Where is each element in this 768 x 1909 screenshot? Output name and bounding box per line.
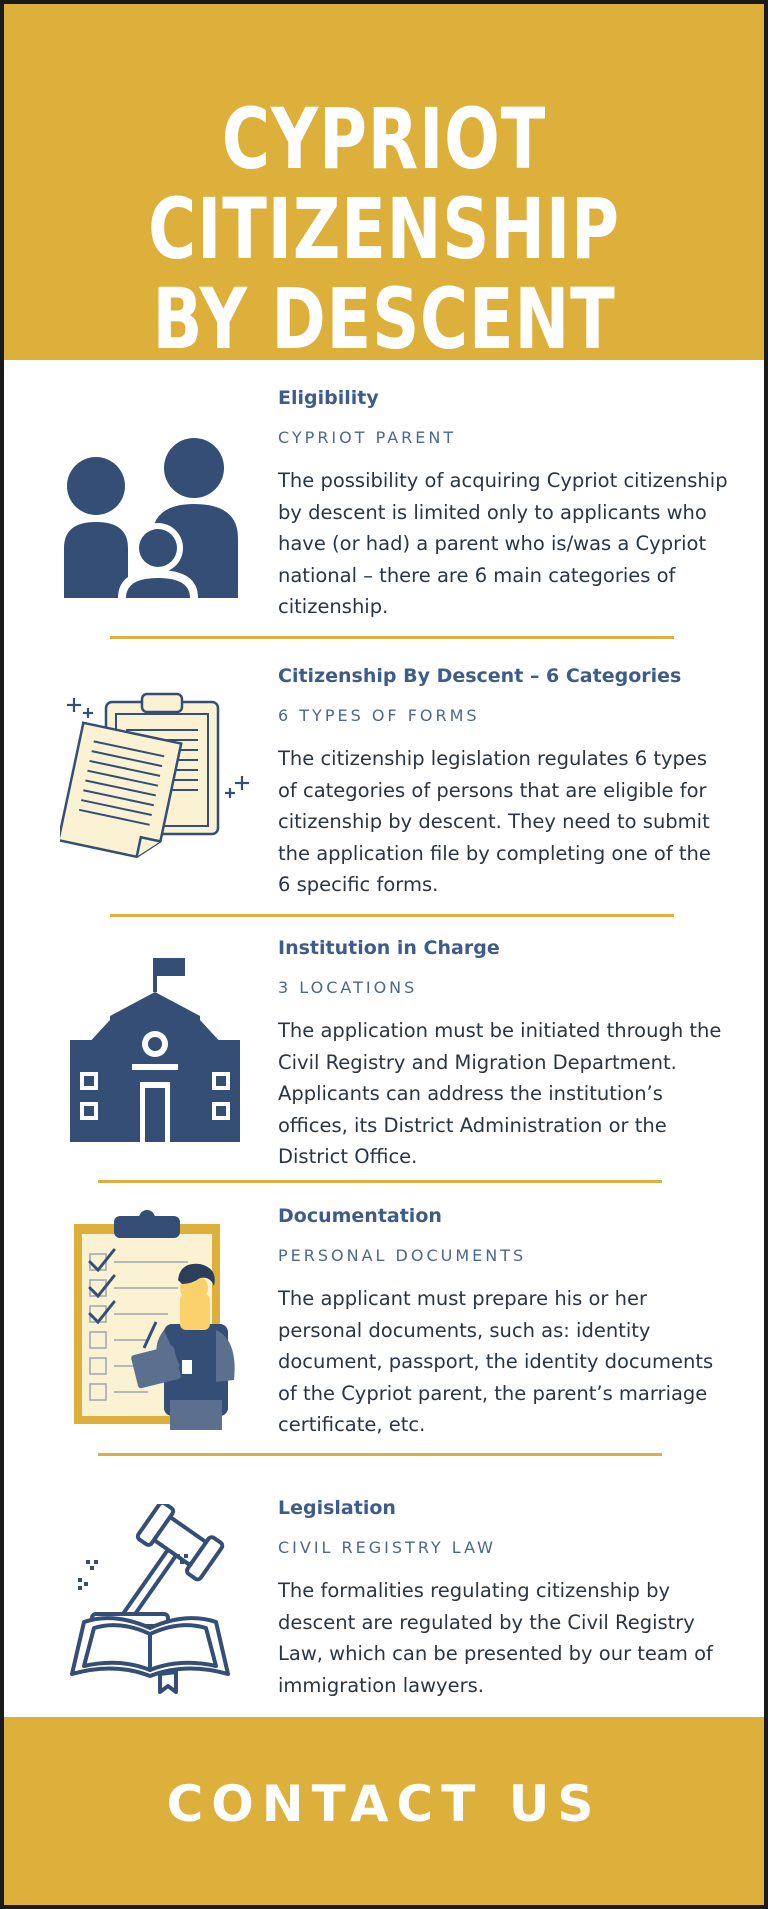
section-divider <box>98 1180 662 1183</box>
section-subtitle: CYPRIOT PARENT <box>278 428 457 447</box>
section-title: Institution in Charge <box>278 937 500 959</box>
institution-building-icon <box>70 956 250 1150</box>
section-divider <box>110 914 674 917</box>
section-subtitle: 6 TYPES OF FORMS <box>278 706 480 725</box>
section-subtitle: CIVIL REGISTRY LAW <box>278 1538 496 1557</box>
header-banner <box>4 4 764 368</box>
section-body: The applicant must prepare his or her personal documents, such as: identity document, passport, the identity documents of the Cypriot parent, the parent’s marriage certificate, etc. <box>278 1287 714 1436</box>
section-title: Documentation <box>278 1205 442 1227</box>
section-text <box>278 1204 728 1441</box>
documents-icon <box>60 692 260 866</box>
section-title: Legislation <box>278 1497 396 1519</box>
checklist-person-icon <box>68 1210 258 1438</box>
section-text <box>278 386 728 623</box>
section-text <box>278 936 728 1173</box>
page-title <box>88 90 681 368</box>
section-body: The formalities regulating citizenship by descent are regulated by the Civil Registry Law, which can be presented by our team of immigration lawyers. <box>278 1579 713 1697</box>
gavel-book-icon <box>64 1504 244 1698</box>
title-line-1: CYPRIOT CITIZENSHIP <box>148 90 620 278</box>
section-text <box>278 664 728 901</box>
section-divider <box>98 1453 662 1456</box>
contact-us-button[interactable]: CONTACT US <box>166 1775 602 1833</box>
section-subtitle: 3 LOCATIONS <box>278 978 418 997</box>
section-text <box>278 1496 728 1701</box>
section-title: Citizenship By Descent – 6 Categories <box>278 665 682 687</box>
infographic <box>4 4 764 1905</box>
title-line-2: BY DESCENT <box>152 270 616 368</box>
family-icon <box>58 438 248 602</box>
section-divider <box>110 636 674 639</box>
footer-banner <box>4 1717 764 1905</box>
section-body: The possibility of acquiring Cypriot citizenship by descent is limited only to applicants who have (or had) a parent who is/was a Cypriot national – there are 6 main categories of citizenship. <box>278 469 728 618</box>
section-body: The application must be initiated through the Civil Registry and Migration Department. Applicants can address the institution’s offices, its District Administration or the District Office. <box>278 1019 722 1168</box>
section-subtitle: PERSONAL DOCUMENTS <box>278 1246 527 1265</box>
section-title: Eligibility <box>278 387 379 409</box>
section-body: The citizenship legislation regulates 6 types of categories of persons that are eligible for citizenship by descent. They need to submit the application file by completing one of the 6 specific forms. <box>278 747 711 896</box>
